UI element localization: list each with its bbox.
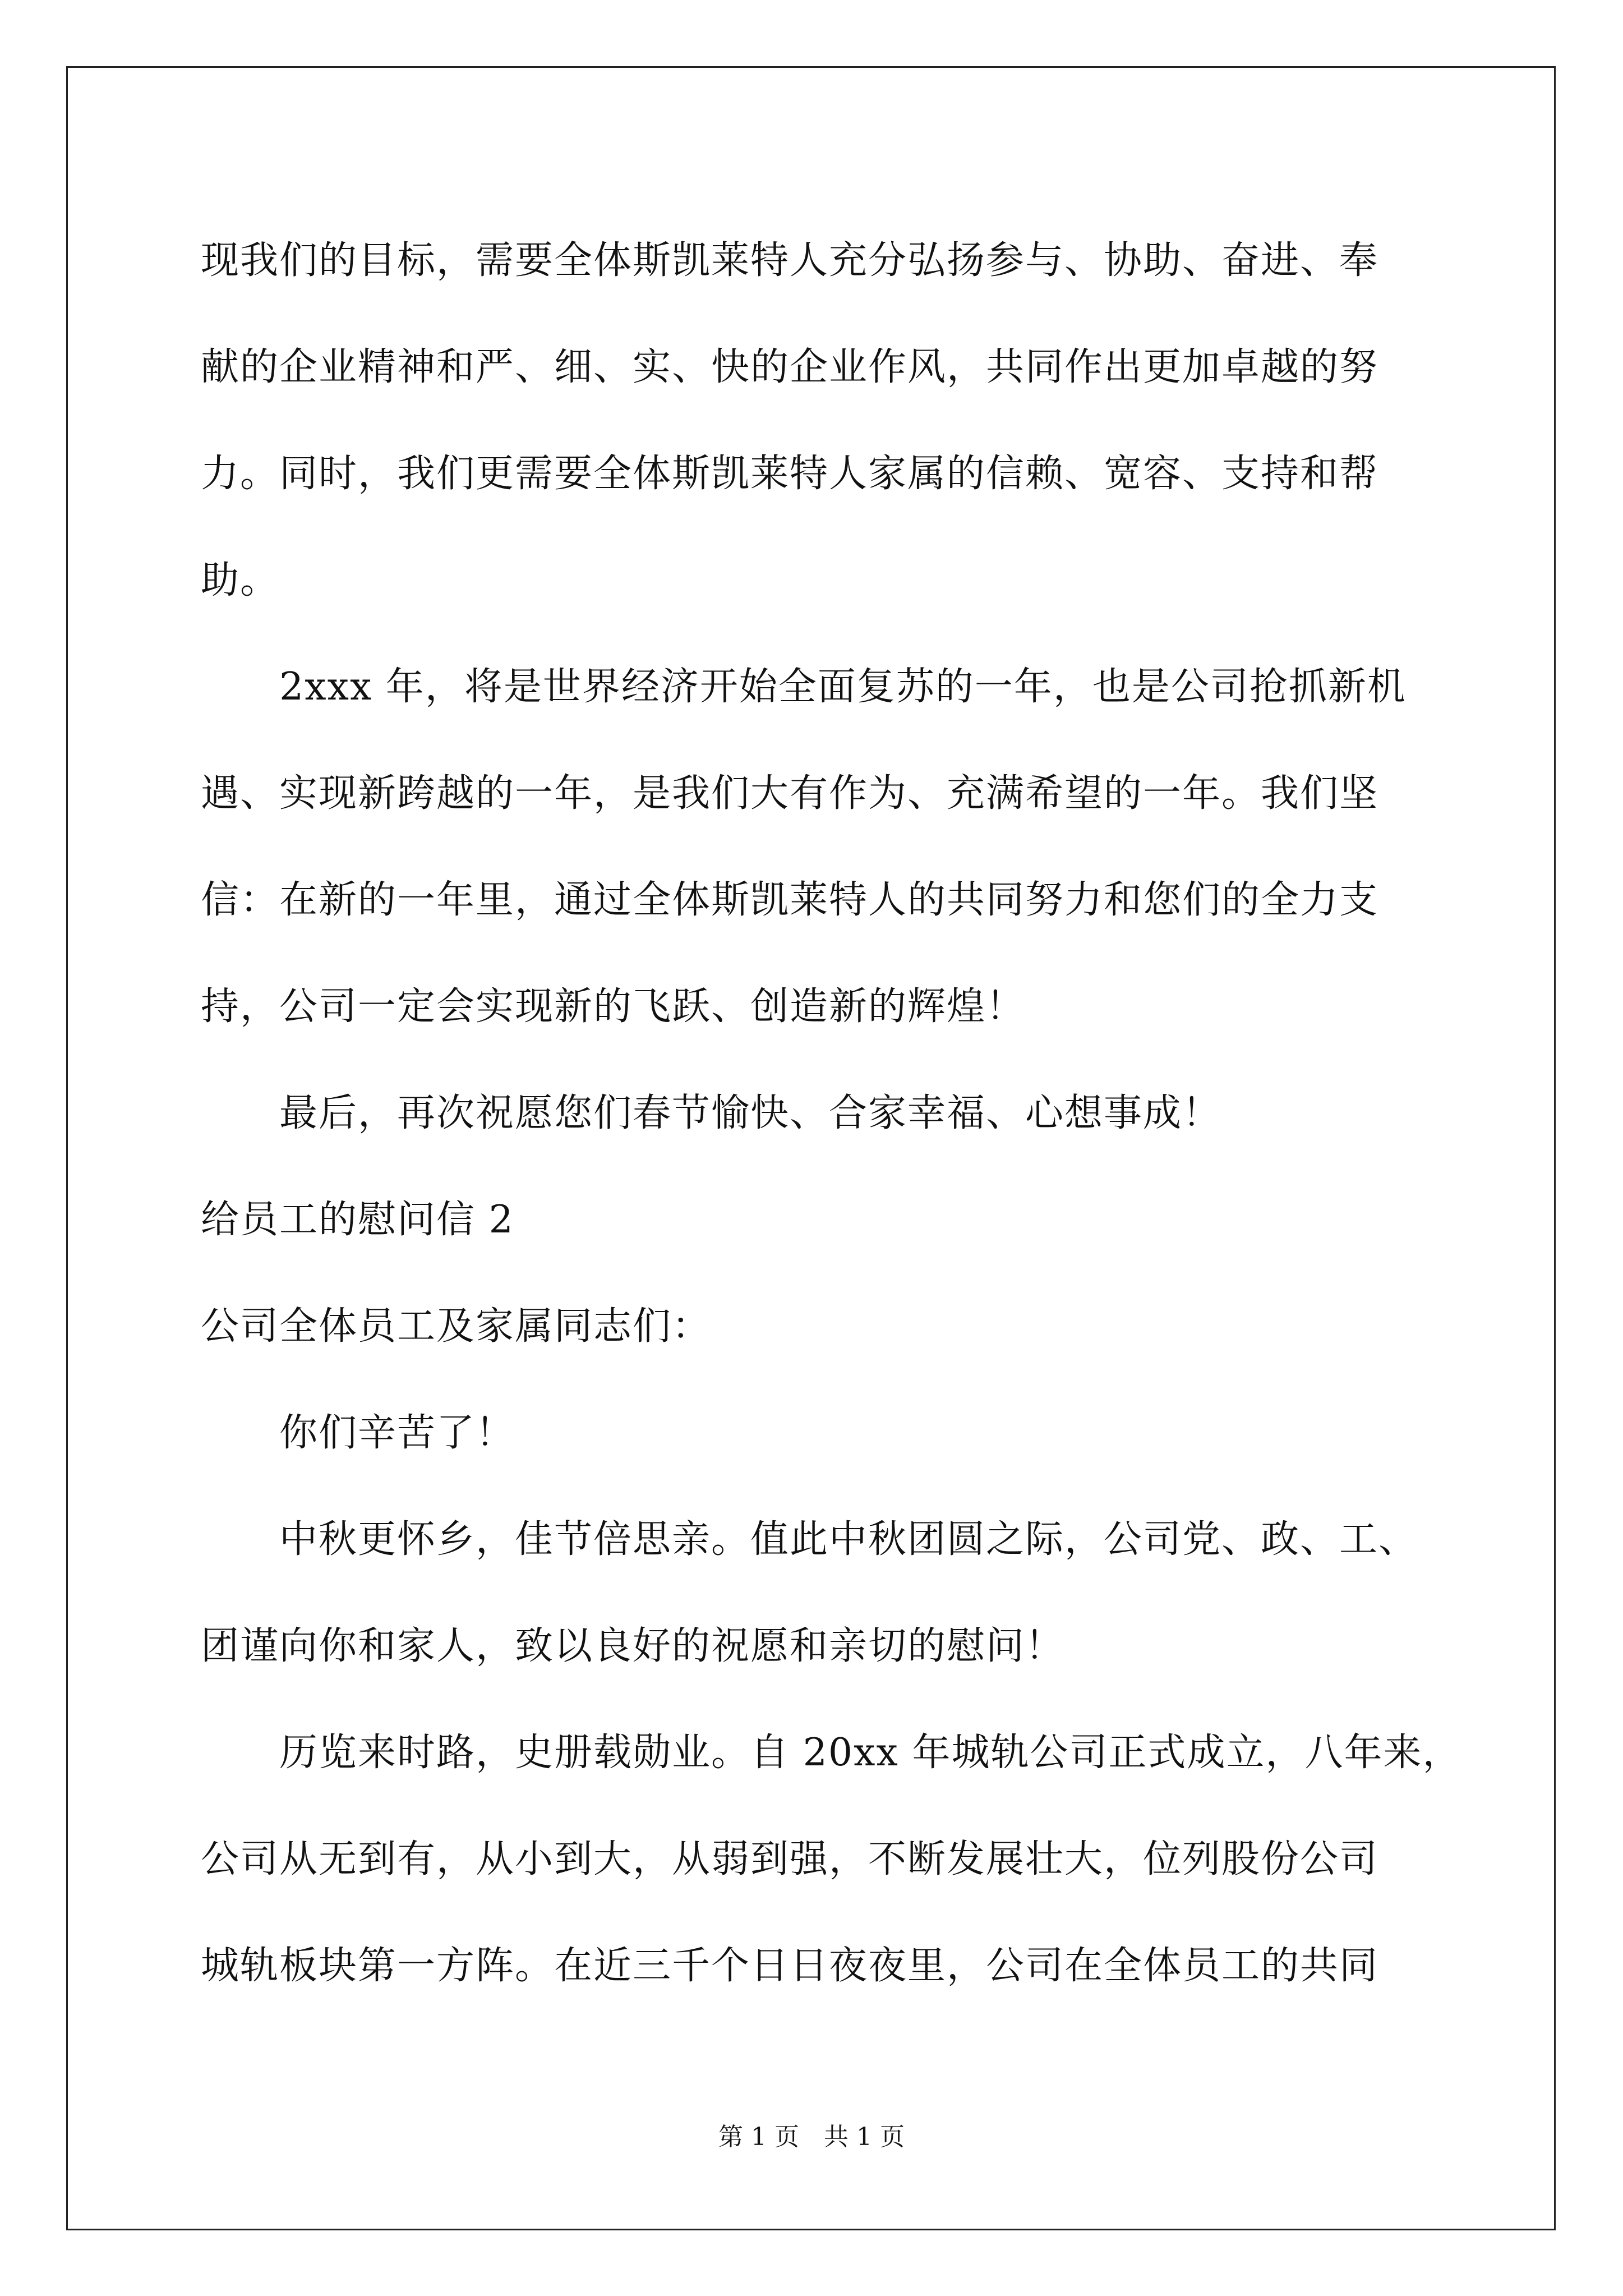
text-line-14: 团谨向你和家人，致以良好的祝愿和亲切的慰问！ [201,1624,1065,1668]
text-line-5: 2xxx 年，将是世界经济开始全面复苏的一年，也是公司抢抓新机 [279,665,1407,709]
text-line-1: 现我们的目标，需要全体斯凯莱特人充分弘扬参与、协助、奋进、奉 [201,238,1379,283]
salutation: 公司全体员工及家属同志们： [201,1304,712,1349]
text-line-3: 力。同时，我们更需要全体斯凯莱特人家属的信赖、宽容、支持和帮 [201,452,1379,496]
page-footer: 第 1 页 共 1 页 [718,2123,905,2151]
text-line-7: 信：在新的一年里，通过全体斯凯莱特人的共同努力和您们的全力支 [201,878,1379,922]
text-line-16: 公司从无到有，从小到大，从弱到强，不断发展壮大，位列股份公司 [201,1837,1379,1881]
text-line-17: 城轨板块第一方阵。在近三千个日日夜夜里，公司在全体员工的共同 [201,1944,1379,1988]
text-line-15: 历览来时路，史册载勋业。自 20xx 年城轨公司正式成立，八年来， [279,1731,1462,1775]
text-line-12: 你们辛苦了！ [279,1411,515,1455]
text-line-4: 助。 [201,558,280,602]
text-line-2: 献的企业精神和严、细、实、快的企业作风，共同作出更加卓越的努 [201,345,1379,389]
section-heading: 给员工的慰问信 2 [201,1198,514,1242]
text-line-8: 持，公司一定会实现新的飞跃、创造新的辉煌！ [201,984,1026,1029]
text-line-6: 遇、实现新跨越的一年，是我们大有作为、充满希望的一年。我们坚 [201,771,1379,816]
document-body [201,208,1468,2019]
text-line-9: 最后，再次祝愿您们春节愉快、合家幸福、心想事成！ [279,1091,1222,1135]
text-line-13: 中秋更怀乡，佳节倍思亲。值此中秋团圆之际，公司党、政、工、 [279,1517,1418,1562]
